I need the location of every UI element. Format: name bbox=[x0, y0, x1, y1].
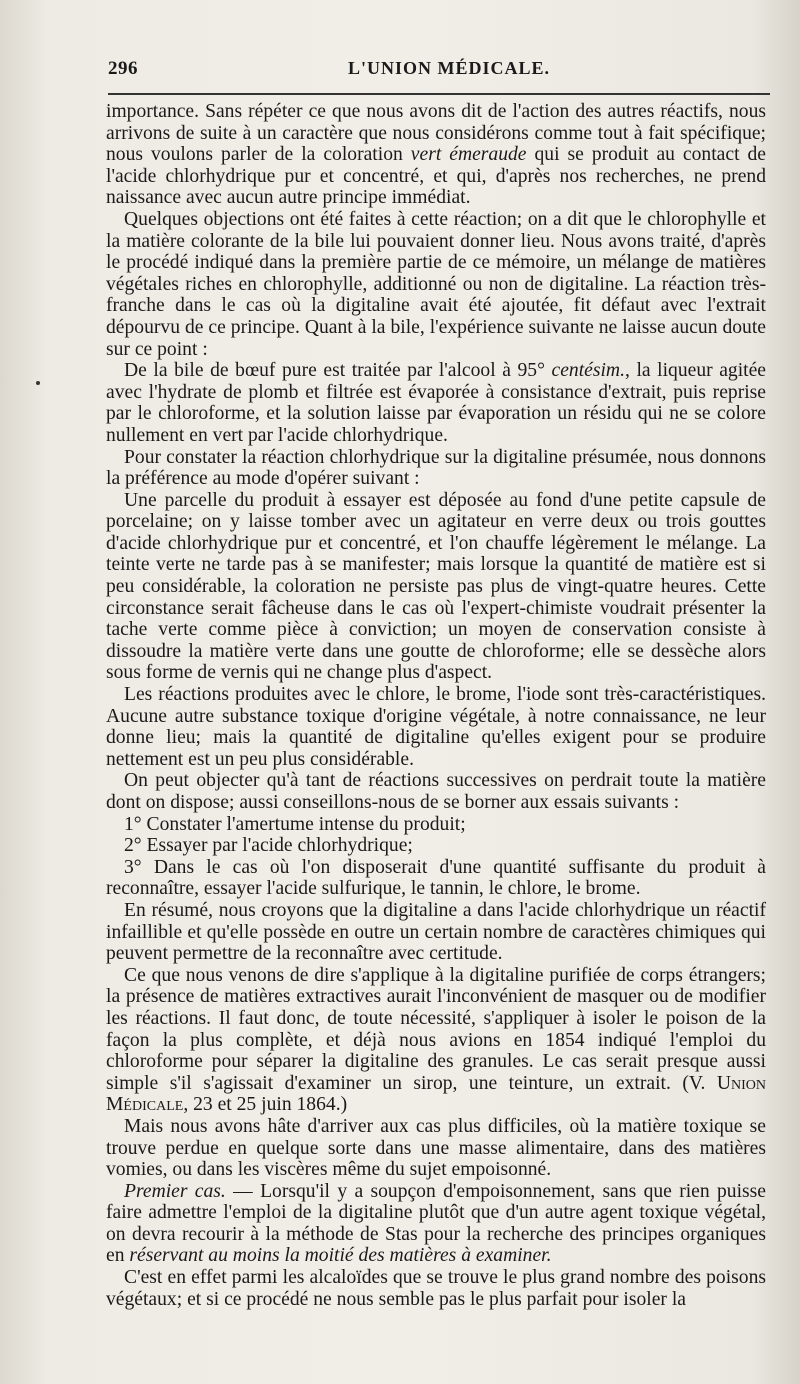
paragraph-6: Les réactions produites avec le chlore, le brome, l'iode sont très-caractéristiques. Aucune autre substance toxique d'origine végétale, à notre connaissance, ne leur donne lieu; mais la quantité de digitaline qu'elles exigent pour se produire nettement est un peu plus considérable. bbox=[106, 684, 766, 770]
paragraph-8: En résumé, nous croyons que la digitaline a dans l'acide chlorhydrique un réactif infaillible et qu'elle possède en outre un certain nombre de caractères chimiques qui peuvent permettre de la reconnaître avec certitude. bbox=[106, 899, 766, 965]
list-item-3: 3° Dans le cas où l'on disposerait d'une quantité suffisante du produit à reconnaître, essayer l'acide sulfurique, le tannin, le chlore, le brome. bbox=[106, 856, 766, 900]
paragraph-4: Pour constater la réaction chlorhydrique sur la digitaline présumée, nous donnons la préférence au mode d'opérer suivant : bbox=[106, 446, 766, 490]
paragraph-12: C'est en effet parmi les alcaloïdes que se trouve le plus grand nombre des poisons végétaux; et si ce procédé ne nous semble pas le plus parfait pour isoler la bbox=[106, 1267, 766, 1310]
paragraph-1: importance. Sans répéter ce que nous avons dit de l'action des autres réactifs, nous arrivons de suite à un caractère que nous considérons comme tout à fait spécifique; nous voulons parler de la coloration vert émeraude qui se produit au contact de l'acide chlorhydrique pur et concentré, et qui, d'après nos recherches, ne prend naissance avec aucun autre principe immédiat. bbox=[106, 101, 766, 209]
paragraph-7: On peut objecter qu'à tant de réactions successives on perdrait toute la matière dont on dispose; aussi conseillons-nous de se borner aux essais suivants : bbox=[106, 770, 766, 813]
header-rule bbox=[108, 93, 770, 95]
paragraph-11: Premier cas. — Lorsqu'il y a soupçon d'empoisonnement, sans que rien puisse faire admettre l'emploi de la digitaline plutôt que d'un autre agent toxique végétal, on devra recourir à la méthode de Stas pour la recherche des principes organiques en réservant au moins la moitié des matières à examiner. bbox=[106, 1180, 766, 1267]
list-item-1: 1° Constater l'amertume intense du produit; bbox=[124, 813, 466, 835]
paragraph-3: De la bile de bœuf pure est traitée par l'alcool à 95° centésim., la liqueur agitée avec l'hydrate de plomb et filtrée est évaporée à consistance d'extrait, puis reprise par le chloroforme, et la solution laisse par évaporation un résidu qui ne se colore nullement en vert par l'acide chlorhydrique. bbox=[106, 360, 766, 446]
paragraph-5: Une parcelle du produit à essayer est déposée au fond d'une petite capsule de porcelaine; on y laisse tomber avec un agitateur en verre deux ou trois gouttes d'acide chlorhydrique pur et concentré, et l'on chauffe légèrement le mélange. La teinte verte ne tarde pas à se manifester; mais lorsque la quantité de matière est si peu considérable, la coloration ne persiste pas plus de vingt-quatre heures. Cette circonstance serait fâcheuse dans le cas où l'expert-chimiste voudrait présenter la tache verte comme pièce à conviction; un moyen de conservation consiste à dissoudre la matière verte dans une goutte de chloroforme; elle se dessèche alors sous forme de vernis qui ne change plus d'aspect. bbox=[106, 489, 766, 684]
running-title: L'UNION MÉDICALE. bbox=[348, 58, 551, 78]
paragraph-10: Mais nous avons hâte d'arriver aux cas plus difficiles, où la matière toxique se trouve perdue en quelque sorte dans une masse alimentaire, dans des matières vomies, ou dans les viscères même du sujet empoisonné. bbox=[106, 1115, 766, 1181]
list-item-2: 2° Essayer par l'acide chlorhydrique; bbox=[124, 835, 413, 857]
margin-mark bbox=[36, 381, 40, 385]
paragraph-2: Quelques objections ont été faites à cette réaction; on a dit que le chlorophylle et la matière colorante de la bile lui pouvaient donner lieu. Nous avons traité, d'après le procédé indiqué dans la première partie de ce mémoire, un mélange de matières végétales riches en chlorophylle, additionné ou non de digitaline. La réaction très-franche dans le cas où la digitaline avait été ajoutée, fit défaut avec l'extrait dépourvu de ce principe. Quant à la bile, l'expérience suivante ne laisse aucun doute sur ce point : bbox=[106, 208, 766, 360]
paragraph-9: Ce que nous venons de dire s'applique à la digitaline purifiée de corps étrangers; la présence de matières extractives aurait l'inconvénient de masquer ou de modifier les réactions. Il faut donc, de toute nécessité, s'appliquer à isoler le poison de la façon la plus complète, et déjà nous avions en 1854 indiqué l'emploi du chloroforme pour séparer la digitaline des granules. Le cas serait presque aussi simple s'il s'agissait d'examiner un sirop, une teinture, un extrait. (V. Union Médicale, 23 et 25 juin 1864.) bbox=[106, 964, 766, 1116]
page-header bbox=[108, 58, 760, 86]
body-text bbox=[106, 101, 766, 1310]
page-number: 296 bbox=[108, 58, 138, 79]
